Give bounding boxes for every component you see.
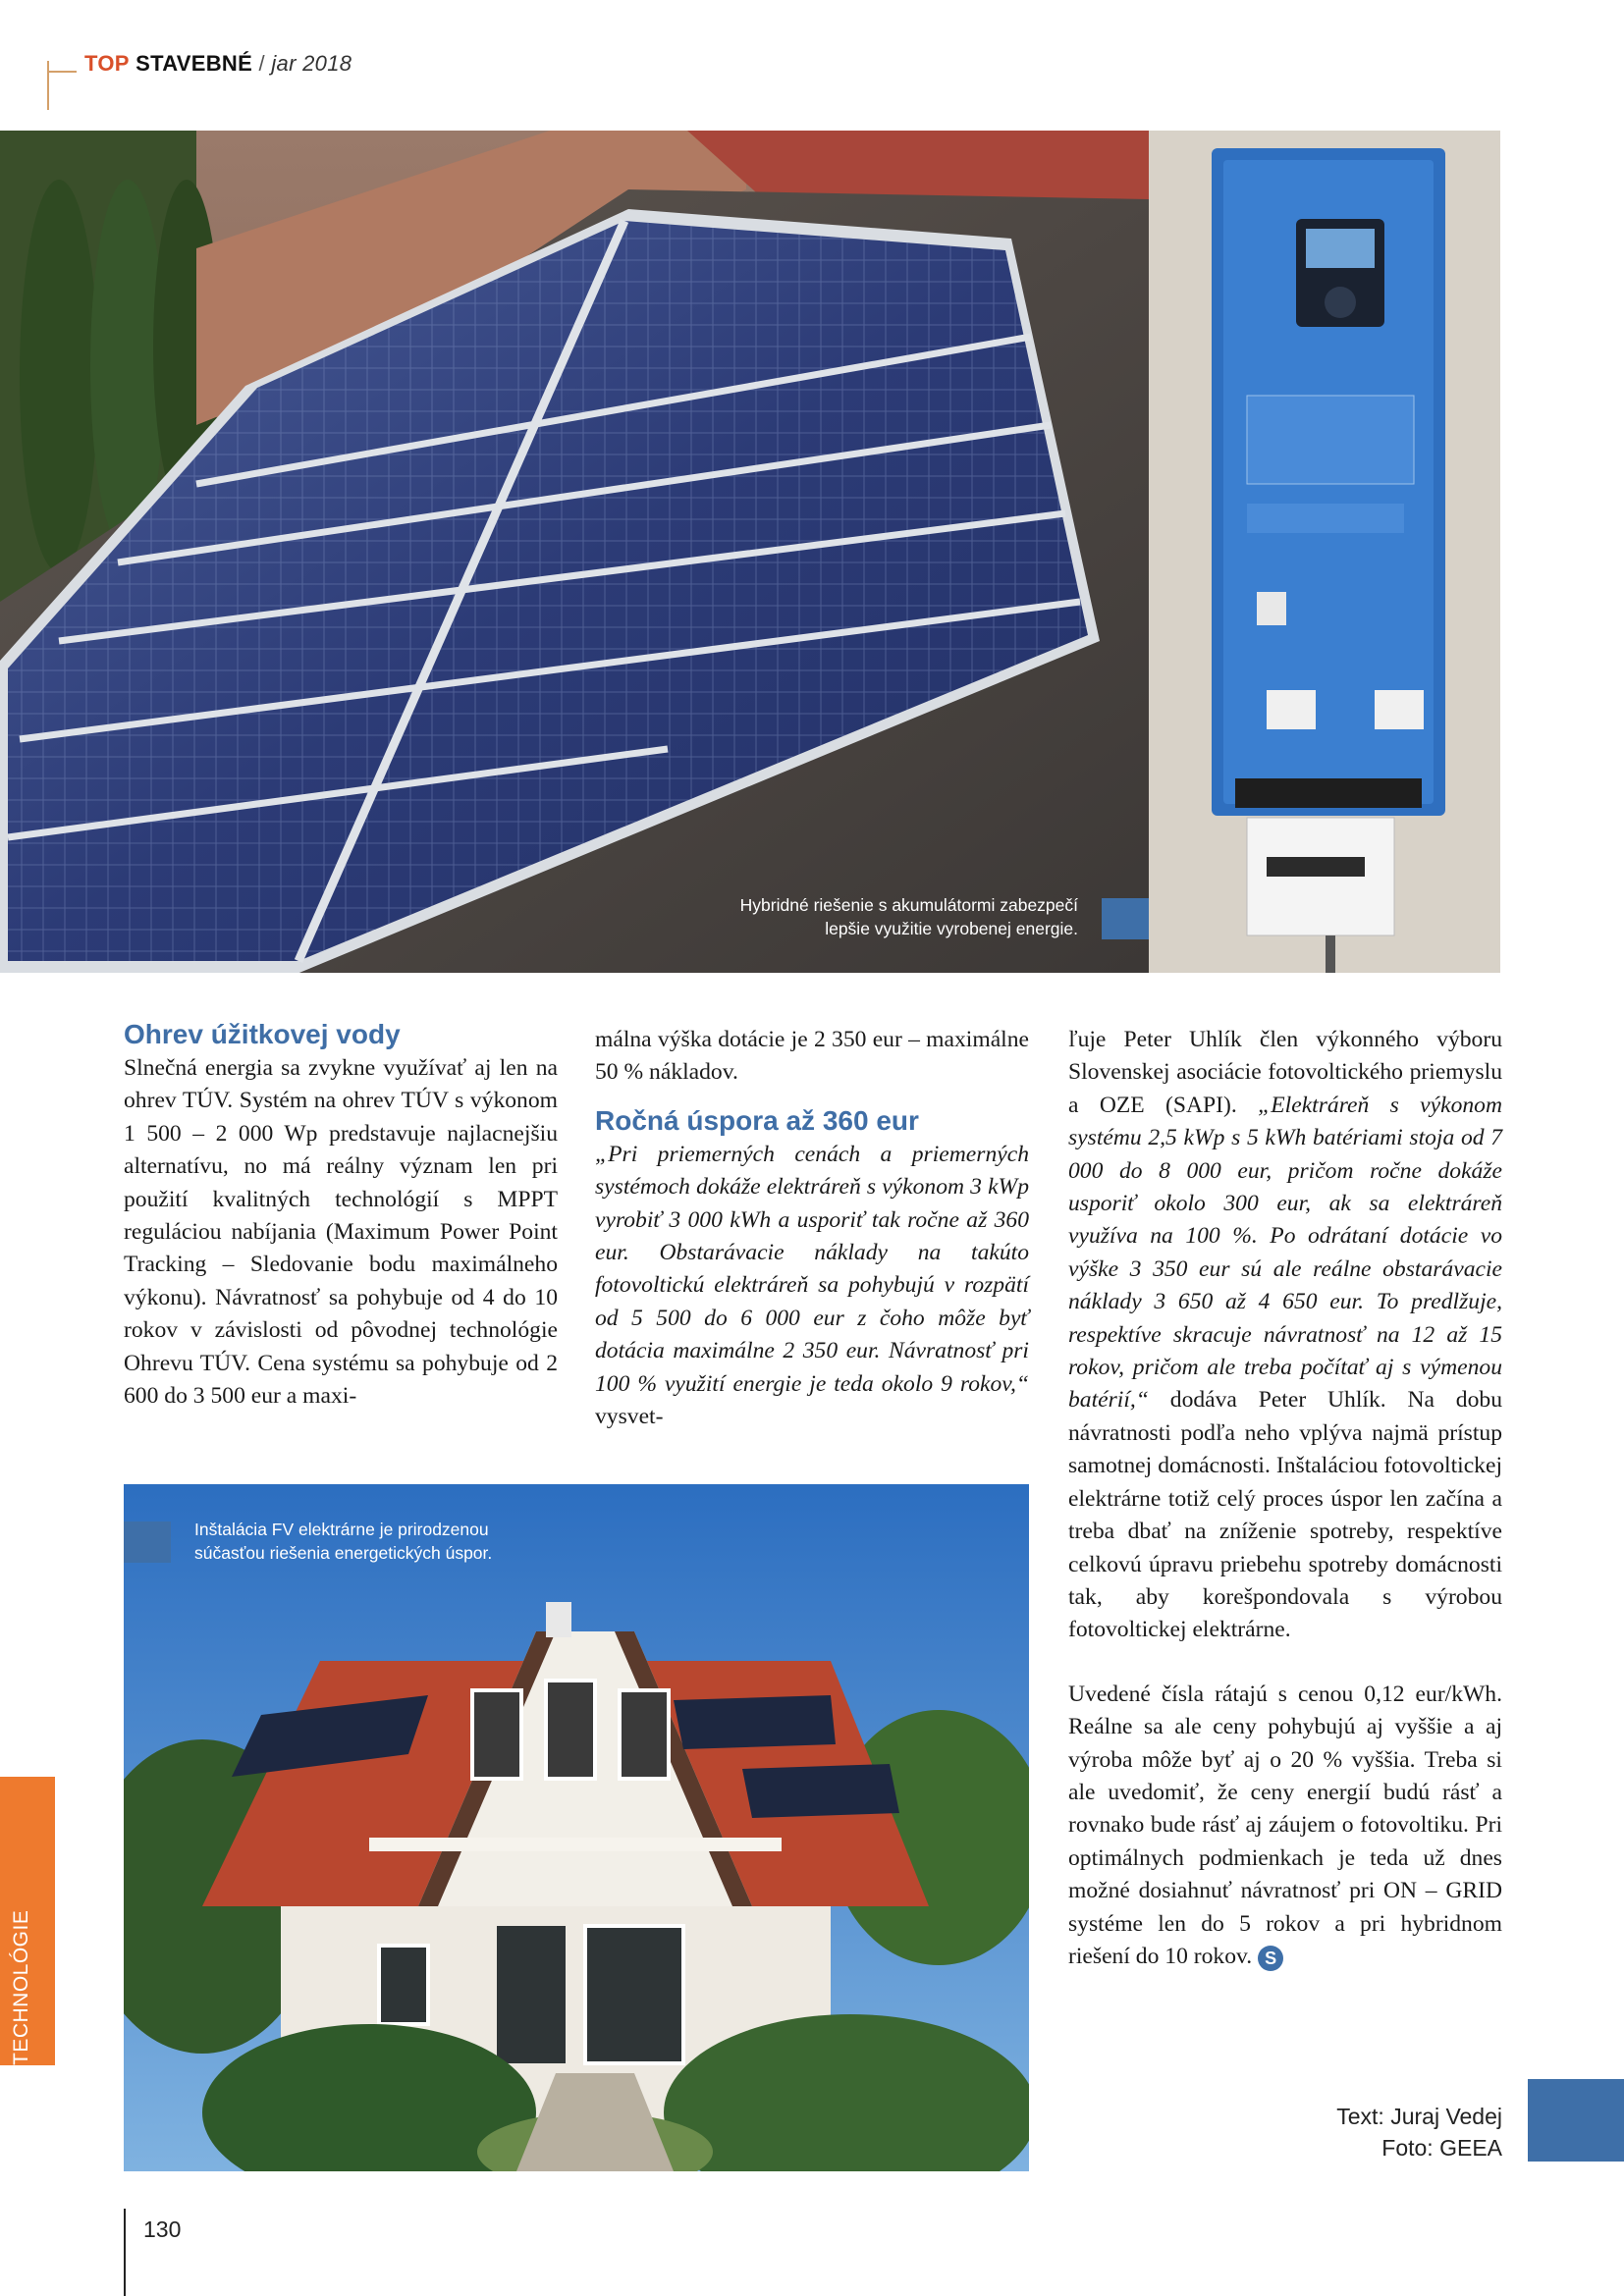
solar-roof-illustration: [0, 131, 1149, 973]
credit-text: Text: Juraj Vedej: [1336, 2104, 1502, 2129]
heading-uspora: Ročná úspora až 360 eur: [595, 1104, 919, 1136]
credits: [1208, 2101, 1502, 2163]
brand-top: TOP: [84, 51, 130, 76]
header-rule-horizontal: [47, 71, 77, 73]
heading-ohrev: Ohrev úžitkovej vody: [124, 1019, 401, 1049]
col2-quote: „Pri priemerných cenách a priemerných systémoch dokáže elektráreň s výkonom 3 kWp vyrobiť 3 000 kWh a usporiť tak ročne až 360 eur. Obstarávacie náklady na takúto fotovoltickú elektráreň sa pohybujú v rozpätí od 5 500 do 6 000 eur z čoho môže byť dotácia maximálne 2 350 eur. Návratnosť pri 100 % využití energie je teda okolo 9 rokov,“: [595, 1141, 1029, 1397]
column-3: [1068, 1024, 1502, 1973]
page-number: 130: [143, 2216, 182, 2242]
col3-intro: ľuje Peter Uhlík člen výkonného výboru Slovenskej asociácie fotovoltického priemyslu a OZE (SAPI).: [1068, 1027, 1502, 1118]
column-1: [124, 1017, 558, 1413]
col3-after-quote: dodáva Peter Uhlík. Na dobu návratnosti podľa neho vplýva najmä prístup samotnej domácnosti. Inštaláciou fotovoltickej elektrárne totiž celý proces úspor len začína a treba dbať na zníženie spotreby, respektíve celkovú úpravu priebehu spotreby domácnosti tak, aby korešpondovala s výrobou fotovoltickej elektrárne.: [1068, 1387, 1502, 1643]
col1-paragraph: Slnečná energia sa zvykne využívať aj len na ohrev TÚV. Systém na ohrev TÚV s výkonom 1 500 – 2 000 Wp predstavuje najlacnejšiu alternatívu, no má reálny význam len pri použití kvalitných technológií s MPPT reguláciou nabíjania (Maximum Power Point Tracking – Sledovanie bodu maximálneho výkonu). Návratnosť sa pohybuje od 4 do 10 rokov v závislosti od pôvodnej technológie Ohrevu TÚV. Cena systému sa pohybuje od 2 600 do 3 500 eur a maxi-: [124, 1055, 558, 1410]
house-caption-line2: súčasťou riešenia energetických úspor.: [194, 1543, 493, 1563]
col3-quote: „Elektráreň s výkonom systému 2,5 kWp s 5 kWh batériami stoja od 7 000 do 8 000 eur, pričom ročne dokáže usporiť okolo 300 eur, ak sa elektráreň využíva na 100 %. Po odrátaní dotácie vo výške 3 350 eur sú ale reálne obstarávacie náklady 3 650 až 4 650 eur. To predlžuje, respektíve skracuje návratnosť na 12 až 15 rokov, pričom ale treba počítať aj s výmenou batérií,“: [1068, 1092, 1502, 1414]
house-caption-line1: Inštalácia FV elektrárne je prirodzenou: [194, 1520, 489, 1539]
col2-tail: vysvet-: [595, 1404, 664, 1430]
brand-stavebne: STAVEBNÉ: [135, 51, 253, 76]
top-caption-line1: Hybridné riešenie s akumulátormi zabezpečí: [739, 895, 1078, 915]
house-photo: [124, 1484, 1029, 2171]
top-caption-line2: lepšie využitie vyrobenej energie.: [825, 919, 1078, 938]
top-photo-caption: [707, 893, 1078, 940]
credit-photo: Foto: GEEA: [1381, 2135, 1502, 2161]
corner-accent: [1528, 2079, 1624, 2162]
inverter-photo: [1149, 131, 1500, 973]
masthead-separator: /: [258, 51, 265, 76]
solar-roof-photo: [0, 131, 1149, 973]
house-photo-caption: [194, 1518, 626, 1565]
col2-paragraph: málna výška dotácie je 2 350 eur – maximálne 50 % nákladov.: [595, 1027, 1029, 1086]
section-label: TECHNOLÓGIE: [10, 1909, 32, 2065]
header-rule-vertical: [47, 61, 49, 110]
page-number-rule: [124, 2209, 126, 2296]
col3-paragraph-2: Uvedené čísla rátajú s cenou 0,12 eur/kWh. Reálne sa ale ceny pohybujú aj vyššie a aj výroba môže byť aj o 20 % vyššia. Treba si ale uvedomiť, že ceny energií budú rásť a rovnako bude rásť aj záujem o fotovoltiku. Pri optimálnych podmienkach je teda už dnes možné dosiahnuť návratnosť pri ON – GRID systéme len do 5 rokov a pri hybridnom riešení do 10 rokov.: [1068, 1681, 1502, 1969]
top-caption-accent: [1102, 898, 1149, 939]
house-illustration: [124, 1484, 1029, 2171]
end-mark-icon: S: [1258, 1946, 1283, 1971]
issue-label: jar 2018: [271, 51, 352, 76]
masthead: [84, 51, 352, 77]
column-2: [595, 1024, 1029, 1433]
house-caption-accent: [124, 1522, 171, 1563]
inverter-illustration: [1149, 131, 1500, 973]
